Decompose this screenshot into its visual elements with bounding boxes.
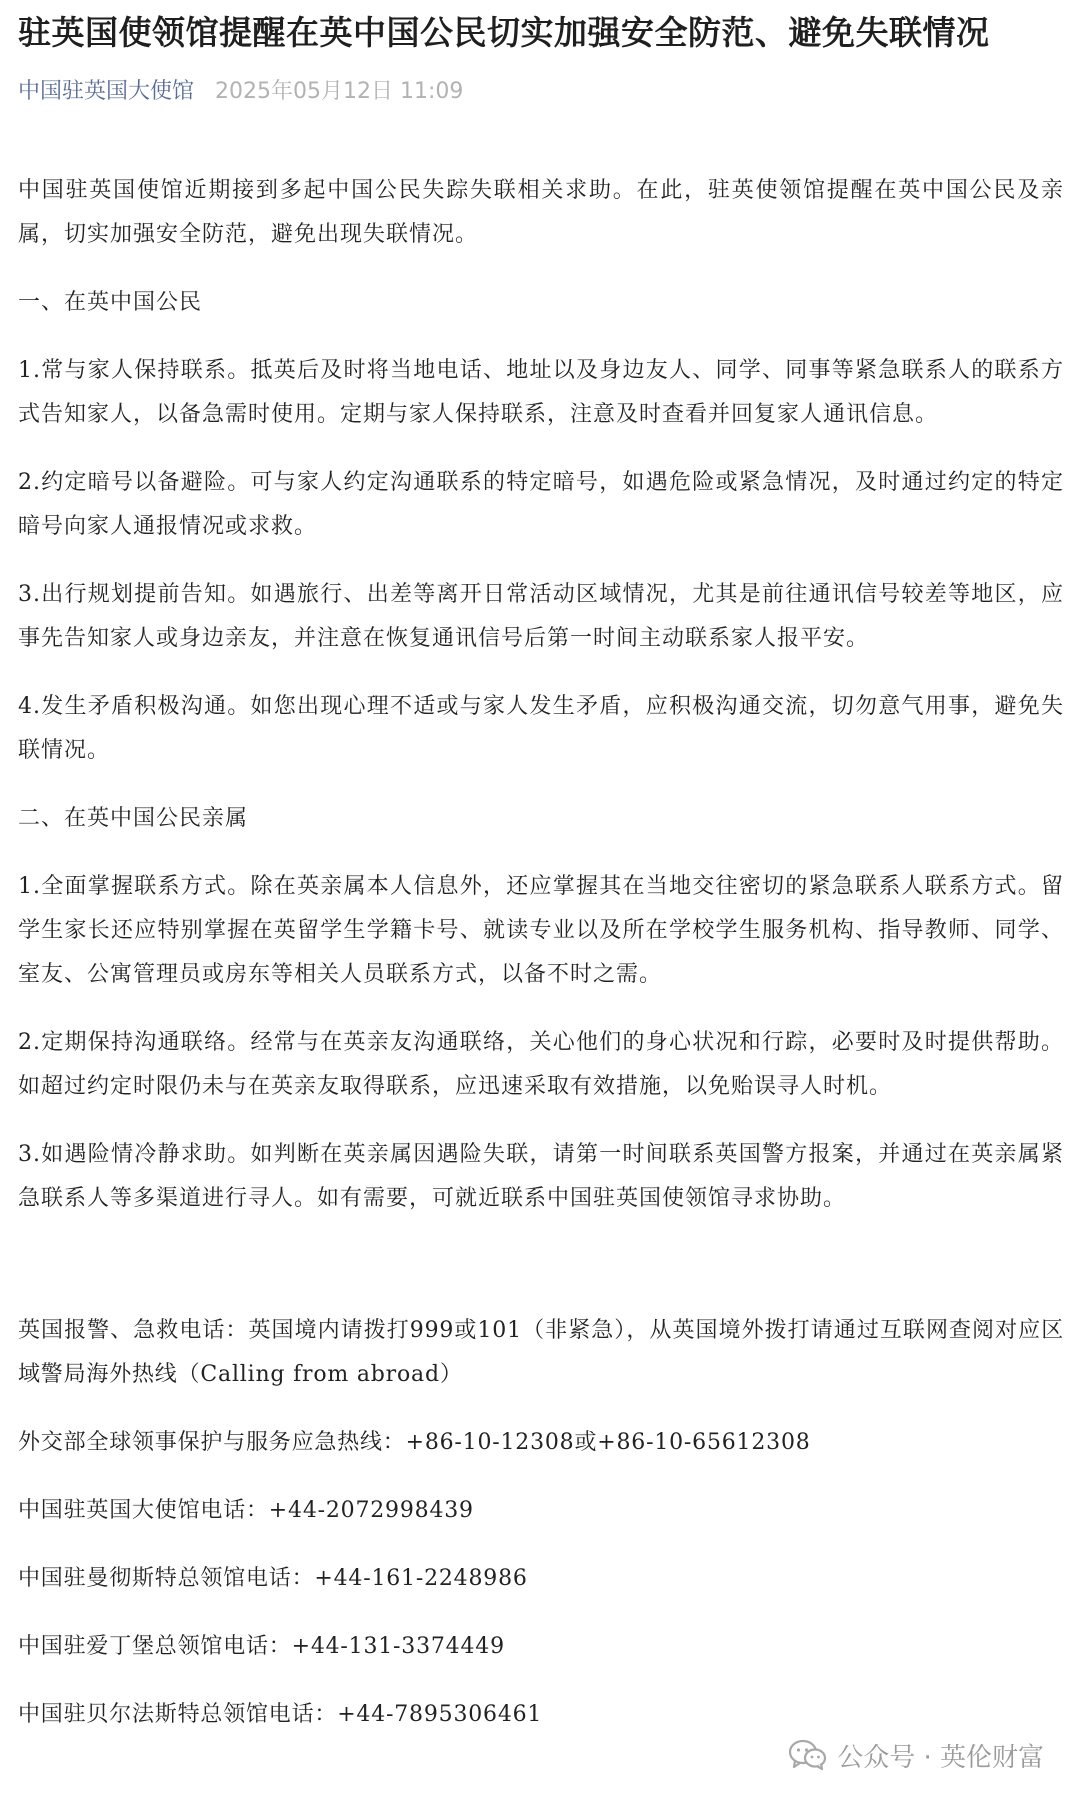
watermark <box>789 1735 1044 1775</box>
article-meta <box>18 77 1064 107</box>
article-title: 驻英国使领馆提醒在英中国公民切实加强安全防范、避免失联情况 <box>18 13 990 52</box>
content-spacer <box>18 1245 1064 1309</box>
contact-line: 英国报警、急救电话：英国境内请拨打999或101（非紧急），从英国境外拨打请通过互联网查阅对应区域警局海外热线（Calling from abroad） <box>18 1318 1064 1387</box>
article-page <box>18 0 1064 1761</box>
article-body <box>18 169 1064 1737</box>
contact-line: 中国驻英国大使馆电话：+44-2072998439 <box>18 1498 474 1523</box>
relative-item: 2.定期保持沟通联络。经常与在英亲友沟通联络，关心他们的身心状况和行踪，必要时及时提供帮助。如超过约定时限仍未与在英亲友取得联系，应迅速采取有效措施，以免贻误寻人时机。 <box>18 1030 1064 1099</box>
contact-line: 外交部全球领事保护与服务应急热线：+86-10-12308或+86-10-65612308 <box>18 1430 811 1455</box>
section-heading-citizens: 一、在英中国公民 <box>18 290 203 315</box>
relative-item: 3.如遇险情冷静求助。如判断在英亲属因遇险失联，请第一时间联系英国警方报案，并通过在英亲属紧急联系人等多渠道进行寻人。如有需要，可就近联系中国驻英国使领馆寻求协助。 <box>18 1142 1064 1211</box>
watermark-text: 公众号 · 英伦财富 <box>837 1742 1044 1773</box>
intro-paragraph: 中国驻英国使馆近期接到多起中国公民失踪失联相关求助。在此，驻英使领馆提醒在英中国公民及亲属，切实加强安全防范，避免出现失联情况。 <box>18 178 1064 247</box>
citizen-item: 2.约定暗号以备避险。可与家人约定沟通联系的特定暗号，如遇危险或紧急情况，及时通过约定的特定暗号向家人通报情况或求救。 <box>18 470 1064 539</box>
contact-line: 中国驻曼彻斯特总领馆电话：+44-161-2248986 <box>18 1566 528 1591</box>
account-name-link[interactable]: 中国驻英国大使馆 <box>18 79 195 104</box>
contact-line: 中国驻贝尔法斯特总领馆电话：+44-7895306461 <box>18 1702 543 1727</box>
wechat-icon <box>789 1739 827 1771</box>
citizen-item: 1.常与家人保持联系。抵英后及时将当地电话、地址以及身边友人、同学、同事等紧急联系人的联系方式告知家人，以备急需时使用。定期与家人保持联系，注意及时查看并回复家人通讯信息。 <box>18 358 1064 427</box>
section-heading-relatives: 二、在英中国公民亲属 <box>18 806 249 831</box>
relative-item: 1.全面掌握联系方式。除在英亲属本人信息外，还应掌握其在当地交往密切的紧急联系人联系方式。留学生家长还应特别掌握在英留学生学籍卡号、就读专业以及所在学校学生服务机构、指导教师、同学、室友、公寓管理员或房东等相关人员联系方式，以备不时之需。 <box>18 874 1064 987</box>
contacts-block <box>18 1309 1064 1737</box>
contact-line: 中国驻爱丁堡总领馆电话：+44-131-3374449 <box>18 1634 505 1659</box>
citizen-item: 3.出行规划提前告知。如遇旅行、出差等离开日常活动区域情况，尤其是前往通讯信号较差等地区，应事先告知家人或身边亲友，并注意在恢复通讯信号后第一时间主动联系家人报平安。 <box>18 582 1064 651</box>
publish-time: 2025年05月12日 11:09 <box>215 79 464 104</box>
citizen-item: 4.发生矛盾积极沟通。如您出现心理不适或与家人发生矛盾，应积极沟通交流，切勿意气用事，避免失联情况。 <box>18 694 1064 763</box>
